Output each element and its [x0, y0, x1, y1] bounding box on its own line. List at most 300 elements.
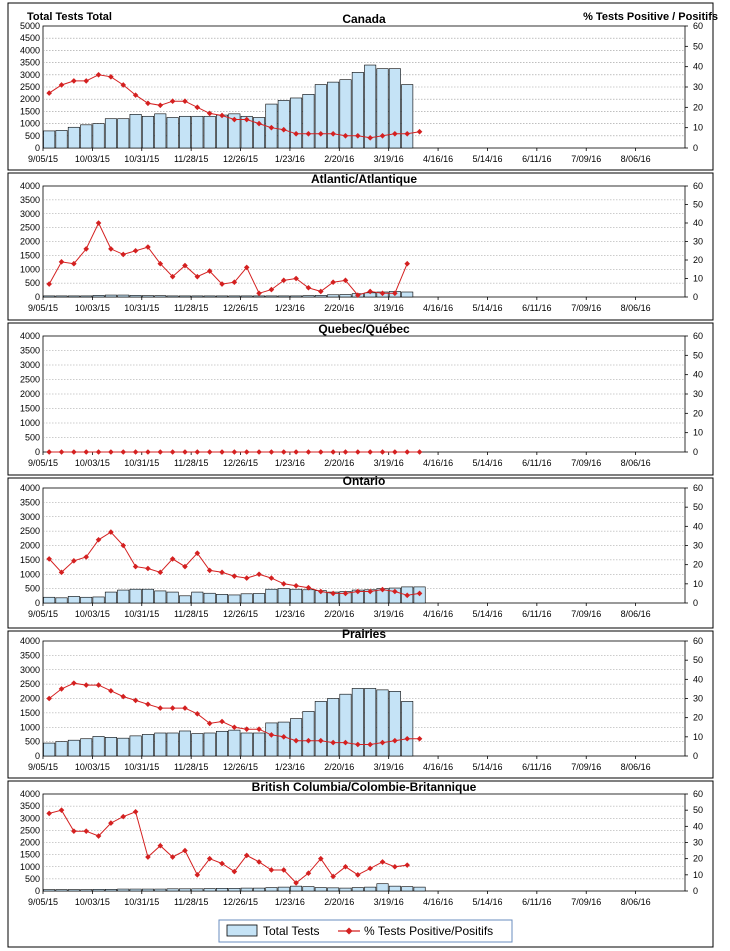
y2-tick-label: 20 [693, 853, 704, 864]
y-tick-label: 4000 [19, 331, 40, 341]
x-tick-label: 4/16/16 [423, 458, 454, 468]
y2-tick-label: 0 [693, 886, 699, 896]
panel-0 [8, 3, 713, 170]
y2-tick-label: 60 [693, 331, 704, 341]
panel-3 [8, 474, 713, 628]
bar [167, 733, 178, 756]
bar [241, 888, 252, 891]
x-tick-label: 8/06/16 [620, 303, 651, 313]
y-tick-label: 2500 [19, 679, 40, 690]
y-tick-label: 500 [24, 278, 40, 289]
bar [192, 592, 203, 603]
y2-tick-label: 0 [693, 292, 699, 302]
x-tick-label: 6/11/16 [522, 458, 552, 468]
y2-tick-label: 20 [693, 408, 704, 419]
bar [179, 731, 190, 756]
x-tick-label: 2/20/16 [324, 609, 355, 619]
bar [167, 118, 178, 149]
y-tick-label: 500 [24, 583, 40, 594]
x-tick-label: 4/16/16 [423, 609, 454, 619]
y-tick-label: 2000 [19, 837, 40, 848]
y2-tick-label: 40 [693, 218, 704, 228]
x-tick-label: 5/14/16 [472, 762, 503, 772]
bar [142, 889, 153, 891]
bar [142, 116, 153, 148]
y-tick-label: 2500 [19, 82, 40, 92]
bar [290, 296, 301, 297]
y-tick-label: 4000 [19, 789, 40, 799]
bar [105, 889, 116, 891]
x-tick-label: 6/11/16 [522, 762, 552, 772]
x-tick-label: 12/26/15 [223, 303, 259, 313]
y-tick-label: 2500 [19, 526, 40, 537]
bar [118, 295, 129, 297]
bar [118, 889, 129, 891]
bar [303, 711, 314, 756]
y-tick-label: 3500 [19, 345, 40, 356]
x-tick-label: 12/26/15 [223, 762, 259, 772]
bar [290, 886, 301, 891]
bar [340, 888, 351, 891]
bar [340, 295, 351, 297]
bar [327, 295, 338, 297]
x-tick-label: 11/28/15 [173, 762, 209, 772]
bar [81, 296, 92, 297]
bar [303, 590, 314, 603]
x-tick-label: 11/28/15 [173, 897, 209, 907]
x-tick-label: 11/28/15 [173, 609, 209, 619]
y-tick-label: 3000 [19, 69, 40, 80]
bar [216, 731, 227, 756]
bar [68, 596, 79, 603]
y-tick-label: 1000 [19, 861, 40, 872]
bar [278, 887, 289, 891]
y2-tick-label: 60 [693, 181, 704, 191]
y-tick-label: 0 [34, 447, 40, 457]
y2-tick-label: 0 [693, 751, 699, 761]
bar [402, 701, 413, 756]
x-tick-label: 9/05/15 [27, 762, 59, 772]
x-tick-label: 10/31/15 [124, 154, 160, 164]
x-tick-label: 6/11/16 [522, 897, 552, 907]
bar [364, 887, 375, 891]
y-tick-label: 3000 [19, 360, 40, 370]
bar [241, 296, 252, 297]
y-tick-label: 2000 [19, 94, 40, 105]
y2-tick-label: 60 [693, 483, 704, 493]
y2-tick-label: 10 [693, 578, 704, 589]
y-tick-label: 4000 [19, 636, 40, 646]
bar [155, 889, 166, 891]
y-tick-label: 3500 [19, 57, 40, 68]
y-tick-label: 500 [24, 130, 40, 141]
bar [81, 739, 92, 756]
bar [43, 597, 54, 603]
x-tick-label: 10/03/15 [74, 458, 110, 468]
y-tick-label: 2500 [19, 222, 40, 233]
bar [241, 733, 252, 756]
bar [402, 85, 413, 148]
bar [43, 743, 54, 756]
x-tick-label: 4/16/16 [423, 303, 454, 313]
panel-1 [8, 172, 713, 320]
bar [179, 296, 190, 297]
y-tick-label: 3500 [19, 194, 40, 205]
bar [142, 296, 153, 297]
x-tick-label: 2/20/16 [324, 762, 355, 772]
y-tick-label: 3000 [19, 813, 40, 824]
x-tick-label: 2/20/16 [324, 154, 355, 164]
y-tick-label: 500 [24, 736, 40, 747]
x-tick-label: 3/19/16 [373, 303, 404, 313]
bar [204, 296, 215, 297]
x-tick-label: 7/09/16 [571, 609, 602, 619]
bar [315, 888, 326, 891]
x-tick-label: 1/23/16 [274, 609, 305, 619]
bar [204, 116, 215, 148]
bar [402, 887, 413, 891]
y-tick-label: 0 [34, 886, 40, 896]
bar [105, 592, 116, 603]
chart-title: Quebec/Québec [318, 322, 410, 336]
y-tick-label: 2000 [19, 389, 40, 399]
x-tick-label: 7/09/16 [571, 897, 602, 907]
x-tick-label: 11/28/15 [173, 303, 209, 313]
bar [192, 296, 203, 297]
x-tick-label: 12/26/15 [223, 458, 259, 468]
bar [167, 889, 178, 891]
y-tick-label: 1000 [19, 418, 40, 428]
bar [290, 589, 301, 603]
bar [93, 889, 104, 891]
y2-tick-label: 60 [693, 789, 704, 799]
x-tick-label: 3/19/16 [373, 458, 404, 468]
y2-tick-label: 0 [693, 143, 699, 153]
x-tick-label: 3/19/16 [373, 609, 404, 619]
y-tick-label: 500 [24, 873, 40, 884]
bar [241, 594, 252, 603]
bar [105, 737, 116, 756]
x-tick-label: 10/03/15 [74, 303, 110, 313]
y2-tick-label: 20 [693, 712, 704, 723]
bar [155, 296, 166, 297]
x-tick-label: 8/06/16 [620, 154, 651, 164]
y-tick-label: 4000 [19, 181, 40, 191]
bar [340, 694, 351, 756]
y2-tick-label: 60 [693, 21, 704, 31]
bar [402, 292, 413, 297]
y-tick-label: 500 [24, 432, 40, 443]
bar [266, 723, 277, 756]
x-tick-label: 10/03/15 [74, 609, 110, 619]
bar [43, 296, 54, 297]
bar [105, 119, 116, 148]
bar [155, 114, 166, 148]
bar [216, 115, 227, 148]
bar [179, 116, 190, 148]
y2-tick-label: 30 [693, 389, 704, 399]
panel-4 [8, 627, 713, 778]
panel-2 [8, 322, 713, 475]
bar [278, 589, 289, 603]
bar [266, 888, 277, 891]
x-tick-label: 11/28/15 [173, 458, 209, 468]
y2-tick-label: 30 [693, 837, 704, 848]
bar [192, 734, 203, 756]
bar [216, 296, 227, 297]
y-tick-label: 1500 [19, 106, 40, 117]
y2-tick-label: 30 [693, 540, 704, 551]
x-tick-label: 5/14/16 [472, 609, 503, 619]
y-tick-label: 1000 [19, 264, 40, 275]
bar [118, 119, 129, 148]
bar [130, 589, 141, 603]
x-tick-label: 7/09/16 [571, 762, 602, 772]
x-tick-label: 5/14/16 [472, 897, 503, 907]
chart-title: Ontario [342, 474, 386, 488]
x-tick-label: 10/31/15 [124, 897, 160, 907]
x-tick-label: 11/28/15 [173, 154, 209, 164]
y-tick-label: 2000 [19, 236, 40, 247]
bar [253, 733, 264, 756]
y2-tick-label: 20 [693, 559, 704, 570]
x-tick-label: 1/23/16 [274, 154, 305, 164]
bar [130, 889, 141, 891]
y2-tick-label: 40 [693, 61, 704, 72]
y-tick-label: 4000 [19, 483, 40, 493]
bar [130, 736, 141, 756]
y2-tick-label: 40 [693, 369, 704, 380]
legend-pct-positive-label: % Tests Positive/Positifs [364, 924, 494, 938]
y2-tick-label: 60 [693, 636, 704, 646]
x-tick-label: 4/16/16 [423, 762, 454, 772]
bar [290, 719, 301, 756]
x-tick-label: 9/05/15 [27, 154, 59, 164]
y-tick-label: 1000 [19, 722, 40, 733]
x-tick-label: 3/19/16 [373, 897, 404, 907]
bar [105, 295, 116, 297]
x-tick-label: 1/23/16 [274, 762, 305, 772]
y2-tick-label: 40 [693, 521, 704, 532]
bar [192, 889, 203, 891]
x-tick-label: 2/20/16 [324, 458, 355, 468]
bar [229, 296, 240, 297]
x-tick-label: 1/23/16 [274, 303, 305, 313]
y-tick-label: 3500 [19, 497, 40, 508]
y2-tick-label: 50 [693, 350, 704, 361]
x-tick-label: 12/26/15 [223, 154, 259, 164]
y-tick-label: 2500 [19, 374, 40, 385]
x-tick-label: 6/11/16 [522, 609, 552, 619]
bar [315, 295, 326, 297]
x-tick-label: 5/14/16 [472, 303, 503, 313]
y2-tick-label: 20 [693, 102, 704, 113]
bar [56, 890, 67, 891]
bar [290, 98, 301, 148]
bar [68, 127, 79, 148]
bar [204, 593, 215, 603]
bar [327, 888, 338, 891]
bar [303, 296, 314, 297]
x-tick-label: 8/06/16 [620, 609, 651, 619]
bar [179, 889, 190, 891]
x-tick-label: 10/03/15 [74, 154, 110, 164]
chart-title: Canada [342, 12, 386, 26]
x-tick-label: 12/26/15 [223, 897, 259, 907]
bar [303, 887, 314, 891]
y2-tick-label: 10 [693, 122, 704, 133]
x-tick-label: 9/05/15 [27, 303, 59, 313]
bar [377, 690, 388, 756]
x-tick-label: 10/31/15 [124, 609, 160, 619]
x-tick-label: 5/14/16 [472, 458, 503, 468]
x-tick-label: 4/16/16 [423, 154, 454, 164]
x-tick-label: 6/11/16 [522, 303, 552, 313]
y-tick-label: 1000 [19, 118, 40, 129]
y-tick-label: 3000 [19, 664, 40, 675]
x-tick-label: 7/09/16 [571, 458, 602, 468]
y-tick-label: 2000 [19, 693, 40, 704]
y2-tick-label: 50 [693, 805, 704, 816]
y2-tick-label: 50 [693, 502, 704, 513]
bar [229, 730, 240, 756]
y2-tick-label: 50 [693, 655, 704, 666]
legend [219, 920, 512, 942]
bar [327, 82, 338, 148]
x-tick-label: 7/09/16 [571, 303, 602, 313]
bar [68, 740, 79, 756]
bar [167, 296, 178, 297]
bar [303, 94, 314, 148]
x-tick-label: 12/26/15 [223, 609, 259, 619]
x-tick-label: 9/05/15 [27, 458, 59, 468]
y2-tick-label: 40 [693, 821, 704, 832]
bar [56, 742, 67, 756]
bar [253, 594, 264, 603]
bar [155, 591, 166, 603]
x-tick-label: 1/23/16 [274, 897, 305, 907]
x-tick-label: 9/05/15 [27, 897, 59, 907]
y2-tick-label: 0 [693, 598, 699, 608]
bar [389, 886, 400, 891]
y-tick-label: 1500 [19, 707, 40, 718]
bar [130, 295, 141, 297]
bar [56, 598, 67, 603]
bar [414, 887, 425, 891]
x-tick-label: 8/06/16 [620, 897, 651, 907]
bar [142, 589, 153, 603]
chart-title: British Columbia/Colombie-Britannique [251, 780, 477, 794]
x-tick-label: 10/31/15 [124, 303, 160, 313]
bar [56, 296, 67, 297]
bar [216, 888, 227, 891]
bar [179, 596, 190, 603]
y-tick-label: 4000 [19, 45, 40, 56]
y-tick-label: 1500 [19, 554, 40, 565]
bar [266, 296, 277, 297]
x-tick-label: 10/03/15 [74, 897, 110, 907]
y2-tick-label: 10 [693, 427, 704, 438]
x-tick-label: 10/31/15 [124, 762, 160, 772]
y-tick-label: 2000 [19, 540, 40, 551]
x-tick-label: 1/23/16 [274, 458, 305, 468]
y-tick-label: 1500 [19, 403, 40, 414]
y-tick-label: 1500 [19, 250, 40, 261]
y-tick-label: 3000 [19, 511, 40, 522]
bar [81, 890, 92, 891]
bar [130, 114, 141, 148]
bar [81, 125, 92, 148]
x-tick-label: 2/20/16 [324, 303, 355, 313]
bar [204, 889, 215, 891]
bar [43, 890, 54, 891]
x-tick-label: 8/06/16 [620, 762, 651, 772]
chart-title: Atlantic/Atlantique [310, 172, 418, 186]
bar [68, 296, 79, 297]
bar [118, 590, 129, 603]
x-tick-label: 9/05/15 [27, 609, 59, 619]
bar [315, 701, 326, 756]
bar [216, 594, 227, 603]
y2-tick-label: 30 [693, 82, 704, 92]
y-tick-label: 0 [34, 143, 40, 153]
x-tick-label: 2/20/16 [324, 897, 355, 907]
y-tick-label: 2500 [19, 825, 40, 836]
bar [81, 597, 92, 603]
x-tick-label: 4/16/16 [423, 897, 454, 907]
bar [229, 595, 240, 603]
y-tick-label: 3500 [19, 801, 40, 812]
y2-tick-label: 10 [693, 273, 704, 284]
y-tick-label: 0 [34, 598, 40, 608]
y-tick-label: 1000 [19, 569, 40, 580]
y2-tick-label: 30 [693, 693, 704, 704]
y2-tick-label: 50 [693, 41, 704, 52]
bar [253, 888, 264, 891]
y-tick-label: 4500 [19, 33, 40, 44]
bar [352, 888, 363, 891]
y2-tick-label: 50 [693, 199, 704, 210]
bar [167, 592, 178, 603]
bar [93, 124, 104, 148]
bar [192, 116, 203, 148]
bar [389, 691, 400, 756]
bar [315, 85, 326, 148]
bar [266, 589, 277, 603]
bar [278, 100, 289, 148]
legend-bar-swatch [227, 925, 257, 936]
bar [118, 738, 129, 756]
bar [68, 890, 79, 891]
y2-tick-label: 0 [693, 447, 699, 457]
y2-tick-label: 30 [693, 236, 704, 247]
y-tick-label: 3000 [19, 208, 40, 219]
y-tick-label: 0 [34, 751, 40, 761]
x-tick-label: 5/14/16 [472, 154, 503, 164]
left-axis-title: Total Tests Total [27, 11, 112, 23]
bar [278, 296, 289, 297]
bar [93, 295, 104, 297]
y-tick-label: 5000 [19, 21, 40, 31]
x-tick-label: 3/19/16 [373, 154, 404, 164]
bar [93, 736, 104, 756]
y2-tick-label: 40 [693, 674, 704, 685]
x-tick-label: 8/06/16 [620, 458, 651, 468]
bar [93, 597, 104, 603]
bar [142, 734, 153, 756]
y2-tick-label: 10 [693, 869, 704, 880]
x-tick-label: 10/03/15 [74, 762, 110, 772]
